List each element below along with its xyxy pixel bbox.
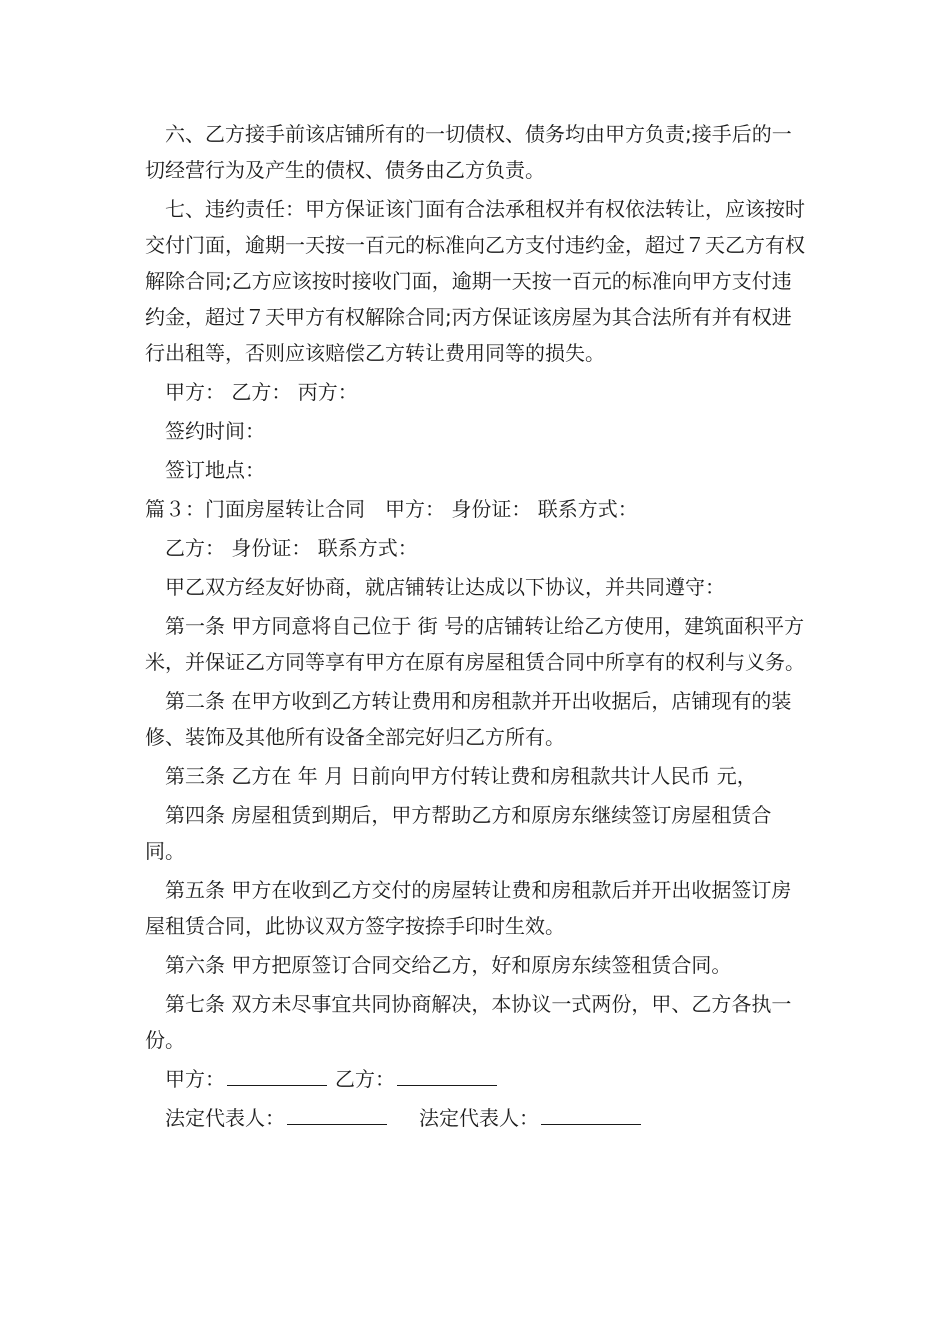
article-7: 第七条 双方未尽事宜共同协商解决，本协议一式两份，甲、乙方各执一份。 bbox=[145, 992, 792, 1052]
paragraph-parties: 甲方： 乙方： 丙方： bbox=[165, 380, 358, 404]
rep-b-label: 法定代表人： bbox=[419, 1106, 539, 1130]
article-2: 第二条 在甲方收到乙方转让费用和房租款并开出收据后，店铺现有的装修、装饰及其他所有设备全部完好归乙方所有。 bbox=[145, 689, 792, 749]
signature-parties-row bbox=[145, 1061, 810, 1097]
signature-representatives-row bbox=[145, 1100, 810, 1136]
party-a-signature-line bbox=[227, 1063, 327, 1086]
paragraph-agreement-intro: 甲乙双方经友好协商，就店铺转让达成以下协议，并共同遵守： bbox=[165, 575, 725, 599]
paragraph-breach-liability: 七、违约责任：甲方保证该门面有合法承租权并有权依法转让，应该按时交付门面，逾期一天按一百元的标准向乙方支付违约金，超过７天乙方有权解除合同;乙方应该按时接收门面，逾期一天按一百元的标准向甲方支付违约金，超过７天甲方有权解除合同;丙方保证该房屋为其合法所有并有权进行出租等，否则应该赔偿乙方转让费用同等的损失。 bbox=[145, 197, 805, 365]
article-4: 第四条 房屋租赁到期后，甲方帮助乙方和原房东继续签订房屋租赁合同。 bbox=[145, 803, 772, 863]
party-a-label: 甲方： bbox=[165, 1067, 225, 1091]
article-1: 第一条 甲方同意将自己位于 街 号的店铺转让给乙方使用，建筑面积平方米，并保证乙方同等享有甲方在原有房屋租赁合同中所享有的权利与义务。 bbox=[145, 614, 805, 674]
rep-a-label: 法定代表人： bbox=[165, 1106, 285, 1130]
document-body bbox=[145, 116, 810, 1139]
article-5: 第五条 甲方在收到乙方交付的房屋转让费和房租款后并开出收据签订房屋租赁合同，此协议双方签字按捺手印时生效。 bbox=[145, 878, 792, 938]
paragraph-debts: 六、乙方接手前该店铺所有的一切债权、债务均由甲方负责;接手后的一切经营行为及产生的债权、债务由乙方负责。 bbox=[145, 122, 792, 182]
party-b-signature-line bbox=[397, 1063, 497, 1086]
paragraph-party-b-info: 乙方： 身份证： 联系方式： bbox=[165, 536, 418, 560]
rep-a-signature-line bbox=[287, 1102, 387, 1125]
party-b-label: 乙方： bbox=[335, 1067, 395, 1091]
rep-b-signature-line bbox=[541, 1102, 641, 1125]
paragraph-sign-place: 签订地点： bbox=[165, 458, 265, 482]
article-6: 第六条 甲方把原签订合同交给乙方，好和原房东续签租赁合同。 bbox=[165, 953, 732, 977]
section-title-contract-3: 篇３：门面房屋转让合同 甲方： 身份证： 联系方式： bbox=[145, 497, 638, 521]
article-3: 第三条 乙方在 年 月 日前向甲方付转让费和房租款共计人民币 元， bbox=[165, 764, 757, 788]
paragraph-sign-time: 签约时间： bbox=[165, 419, 265, 443]
